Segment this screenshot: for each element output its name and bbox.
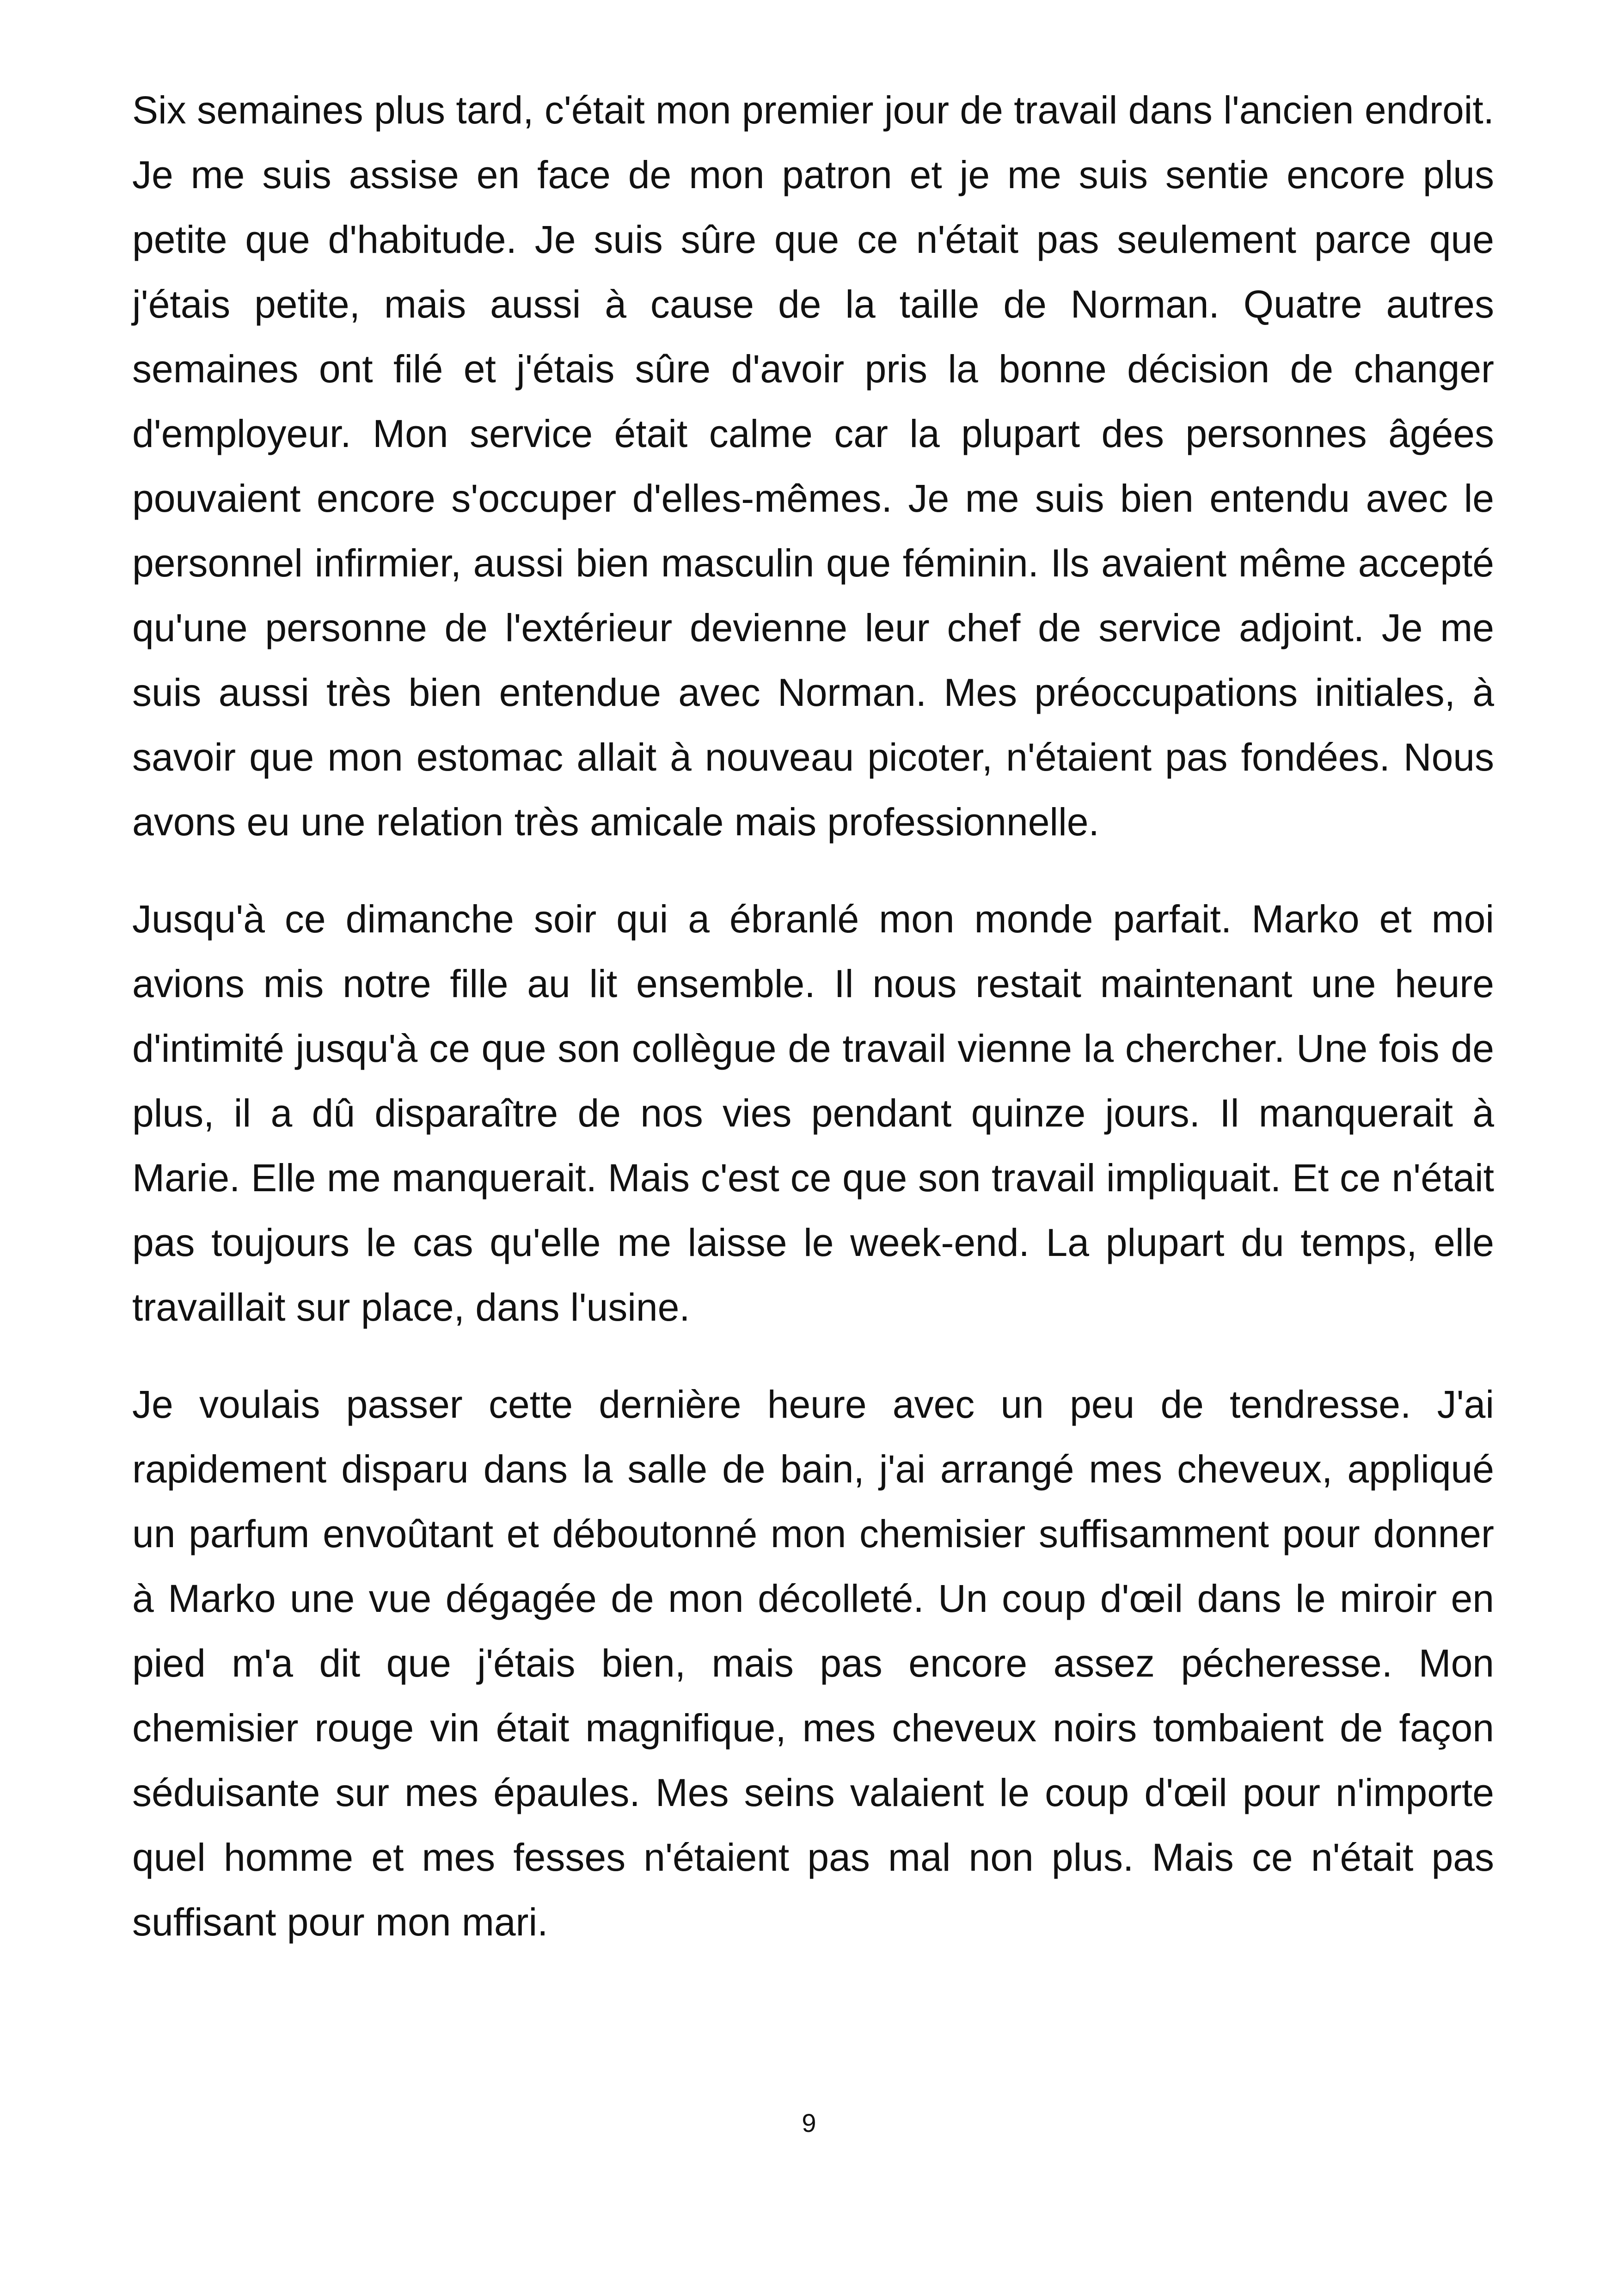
- page-number: 9: [802, 2108, 816, 2137]
- paragraph-2: Jusqu'à ce dimanche soir qui a ébranlé mon monde parfait. Marko et moi avions mis notre fille au lit ensemble. Il nous restait maintenant une heure d'intimité jusqu'à ce que son collègue de travail vienne la chercher. Une fois de plus, il a dû disparaître de nos vies pendant quinze jours. Il manquerait à Marie. Elle me manquerait. Mais c'est ce que son travail impliquait. Et ce n'était pas toujours le cas qu'elle me laisse le week-end. La plupart du temps, elle travaillait sur place, dans l'usine.: [132, 897, 1494, 1329]
- paragraph-1: Six semaines plus tard, c'était mon premier jour de travail dans l'ancien endroit. Je me suis assise en face de mon patron et je me suis sentie encore plus petite que d'habitude. Je suis sûre que ce n'était pas seulement parce que j'étais petite, mais aussi à cause de la taille de Norman. Quatre autres semaines ont filé et j'étais sûre d'avoir pris la bonne décision de changer d'employeur. Mon service était calme car la plupart des personnes âgées pouvaient encore s'occuper d'elles-mêmes. Je me suis bien entendu avec le personnel infirmier, aussi bien masculin que féminin. Ils avaient même accepté qu'une personne de l'extérieur devienne leur chef de service adjoint. Je me suis aussi très bien entendue avec Norman. Mes préoccupations initiales, à savoir que mon estomac allait à nouveau picoter, n'étaient pas fondées. Nous avons eu une relation très amicale mais professionnelle.: [132, 88, 1494, 844]
- body-text: [132, 78, 1494, 1987]
- paragraph-3: Je voulais passer cette dernière heure avec un peu de tendresse. J'ai rapidement disparu dans la salle de bain, j'ai arrangé mes cheveux, appliqué un parfum envoûtant et déboutonné mon chemisier suffisamment pour donner à Marko une vue dégagée de mon décolleté. Un coup d'œil dans le miroir en pied m'a dit que j'étais bien, mais pas encore assez pécheresse. Mon chemisier rouge vin était magnifique, mes cheveux noirs tombaient de façon séduisante sur mes épaules. Mes seins valaient le coup d'œil pour n'importe quel homme et mes fesses n'étaient pas mal non plus. Mais ce n'était pas suffisant pour mon mari.: [132, 1383, 1494, 1944]
